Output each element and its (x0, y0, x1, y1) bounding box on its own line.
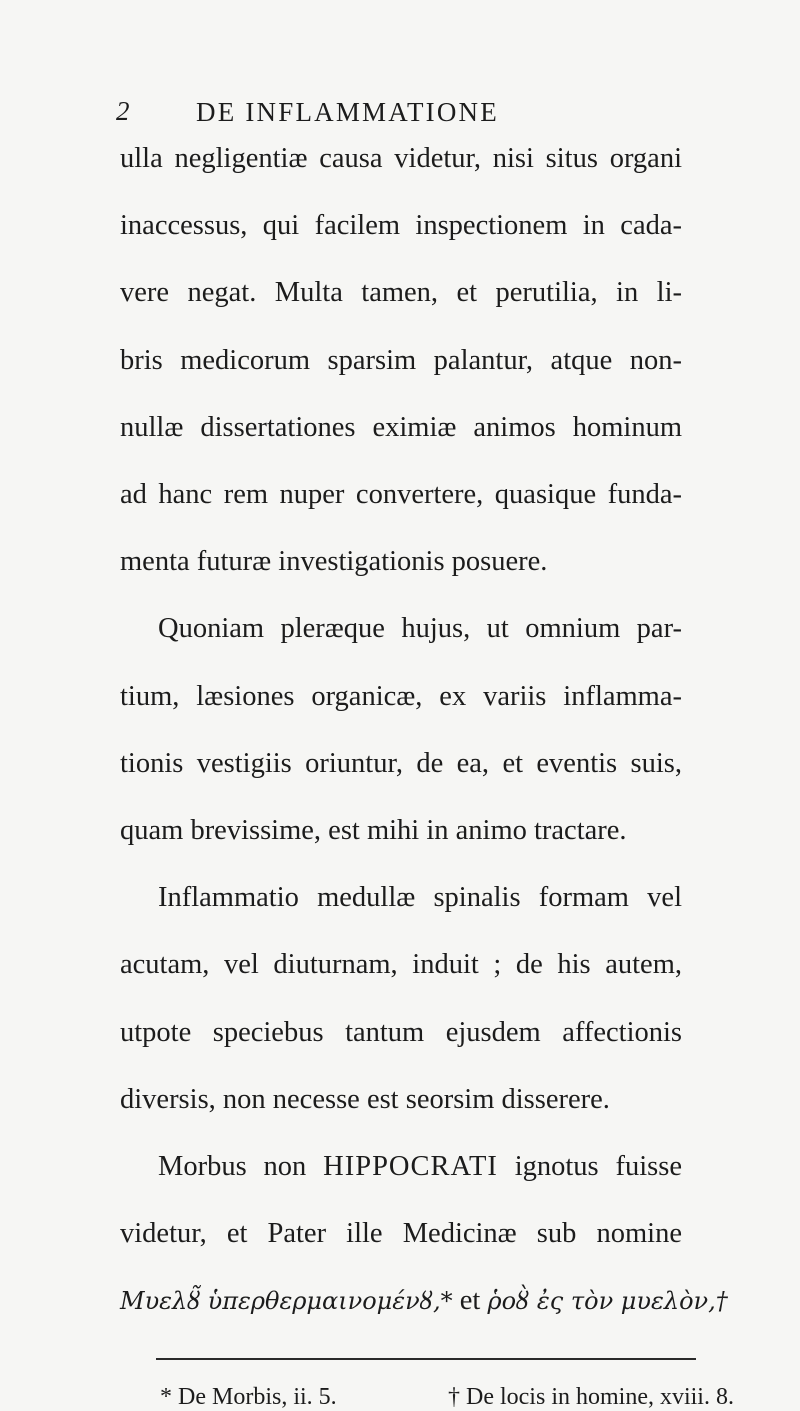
text-line-12: Inflammatio medullæ spinalis formam vel (158, 882, 682, 913)
text-line-5: nullæ dissertationes eximiæ animos hominum (120, 412, 682, 443)
text-line-11: quam brevissime, est mihi in animo tractare. (120, 815, 627, 846)
text-line-15: diversis, non necesse est seorsim disserere. (120, 1084, 610, 1115)
text-line-13: acutam, vel diuturnam, induit ; de his autem, (120, 949, 682, 980)
latin-word: et (459, 1285, 481, 1316)
text-line-1: ulla negligentiæ causa videtur, nisi situs organi (120, 143, 682, 174)
footnote-1: * De Morbis, ii. 5. (160, 1384, 337, 1410)
text-line-9: tium, læsiones organicæ, ex variis inflamma- (120, 681, 682, 712)
footnote-2: † De locis in homine, xviii. 8. (448, 1384, 734, 1410)
greek-word-1: Μυελȣ̃ (120, 1287, 201, 1315)
text-line-10: tionis vestigiis oriuntur, de ea, et eventis suis, (120, 748, 682, 779)
greek-word-2: ὑπερθερμαινομένȣ,* (207, 1287, 453, 1315)
text-line-16-start: Morbus non (158, 1151, 324, 1182)
text-line-7: menta futuræ investigationis posuere. (120, 546, 548, 577)
text-line-18 (120, 1284, 728, 1318)
running-head: DE INFLAMMATIONE (196, 97, 499, 127)
page-number: 2 (116, 96, 130, 126)
text-line-16-end: ignotus fuisse (497, 1151, 682, 1182)
text-line-8: Quoniam pleræque hujus, ut omnium par- (158, 613, 682, 644)
text-line-17: videtur, et Pater ille Medicinæ sub nomine (120, 1218, 682, 1249)
greek-phrase: ῥοȣ̀ ἐς τὸν μυελὸν,† (487, 1287, 728, 1315)
text-line-6: ad hanc rem nuper convertere, quasique funda- (120, 479, 682, 510)
text-line-3: vere negat. Multa tamen, et perutilia, in li- (120, 277, 682, 308)
text-line-4: bris medicorum sparsim palantur, atque non- (120, 345, 682, 376)
text-line-16 (158, 1150, 682, 1184)
author-name: HIPPOCRATI (323, 1151, 498, 1182)
footnote-rule (156, 1358, 696, 1360)
text-line-14: utpote speciebus tantum ejusdem affectionis (120, 1017, 682, 1048)
text-line-2: inaccessus, qui facilem inspectionem in cada- (120, 210, 682, 241)
